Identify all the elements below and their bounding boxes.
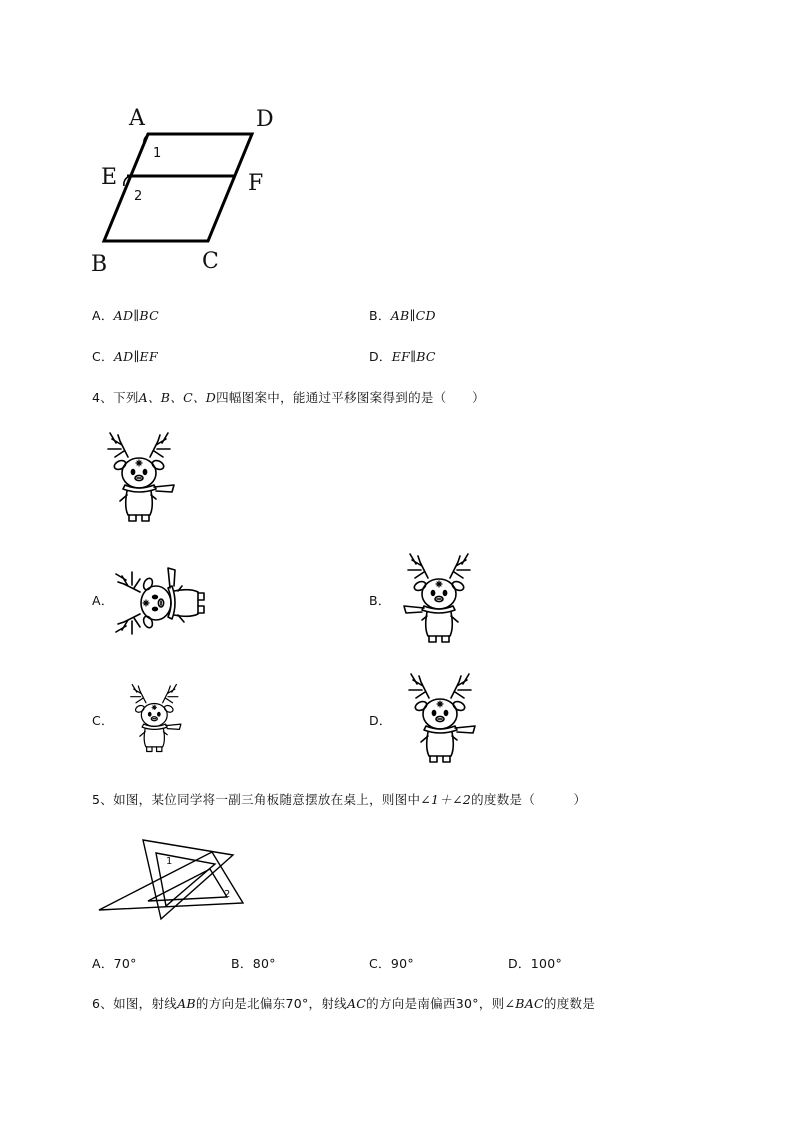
option-text: AD∥EF [113,349,158,364]
point-label-d: D [256,107,274,132]
q5-option-c[interactable] [369,954,414,972]
option-letter: A． [92,308,114,323]
option-letter: B． [369,593,391,608]
option-text: 70° [113,956,137,971]
q5-option-a[interactable] [92,954,137,972]
option-letter: C． [92,713,114,728]
option-letter: D． [369,713,392,728]
option-letter: B． [231,956,253,971]
point-label-c: C [202,249,219,274]
point-label-a: A [129,106,145,131]
point-label-f: F [248,171,264,196]
angle-label-1: 1 [153,146,162,161]
question-5-stem: 5、如图，某位同学将一副三角板随意摆放在桌上，则图中∠1＋∠2的度数是（ ） [92,792,587,807]
option-text: 80° [252,956,276,971]
option-text: AB∥CD [390,308,436,323]
option-text: 90° [390,956,414,971]
option-text: EF∥BC [391,349,436,364]
question-number: 6、 [92,996,114,1011]
question-number: 5、 [92,792,114,807]
option-text: 100° [530,956,563,971]
option-letter: C． [369,956,391,971]
option-letter: D． [369,349,392,364]
point-label-b: B [91,252,108,277]
option-letter: C． [92,349,114,364]
option-letter: B． [369,308,391,323]
question-6-stem: 6、如图，射线AB的方向是北偏东70°，射线AC的方向是南偏西30°，则∠BAC的度数是 [92,996,596,1011]
angle-label-2: 2 [224,889,231,900]
option-text: AD∥BC [113,308,159,323]
option-letter: A． [92,593,114,608]
question-4-stem: 4、下列A、B、C、D四幅图案中，能通过平移图案得到的是（ ） [92,390,485,405]
point-label-e: E [101,165,118,190]
option-letter: A． [92,956,114,971]
option-letter: D． [508,956,531,971]
angle-label-2: 2 [134,189,143,204]
q5-option-d[interactable] [508,954,562,972]
q5-option-b[interactable] [231,954,276,972]
angle-label-1: 1 [166,856,173,867]
question-number: 4、 [92,390,114,405]
